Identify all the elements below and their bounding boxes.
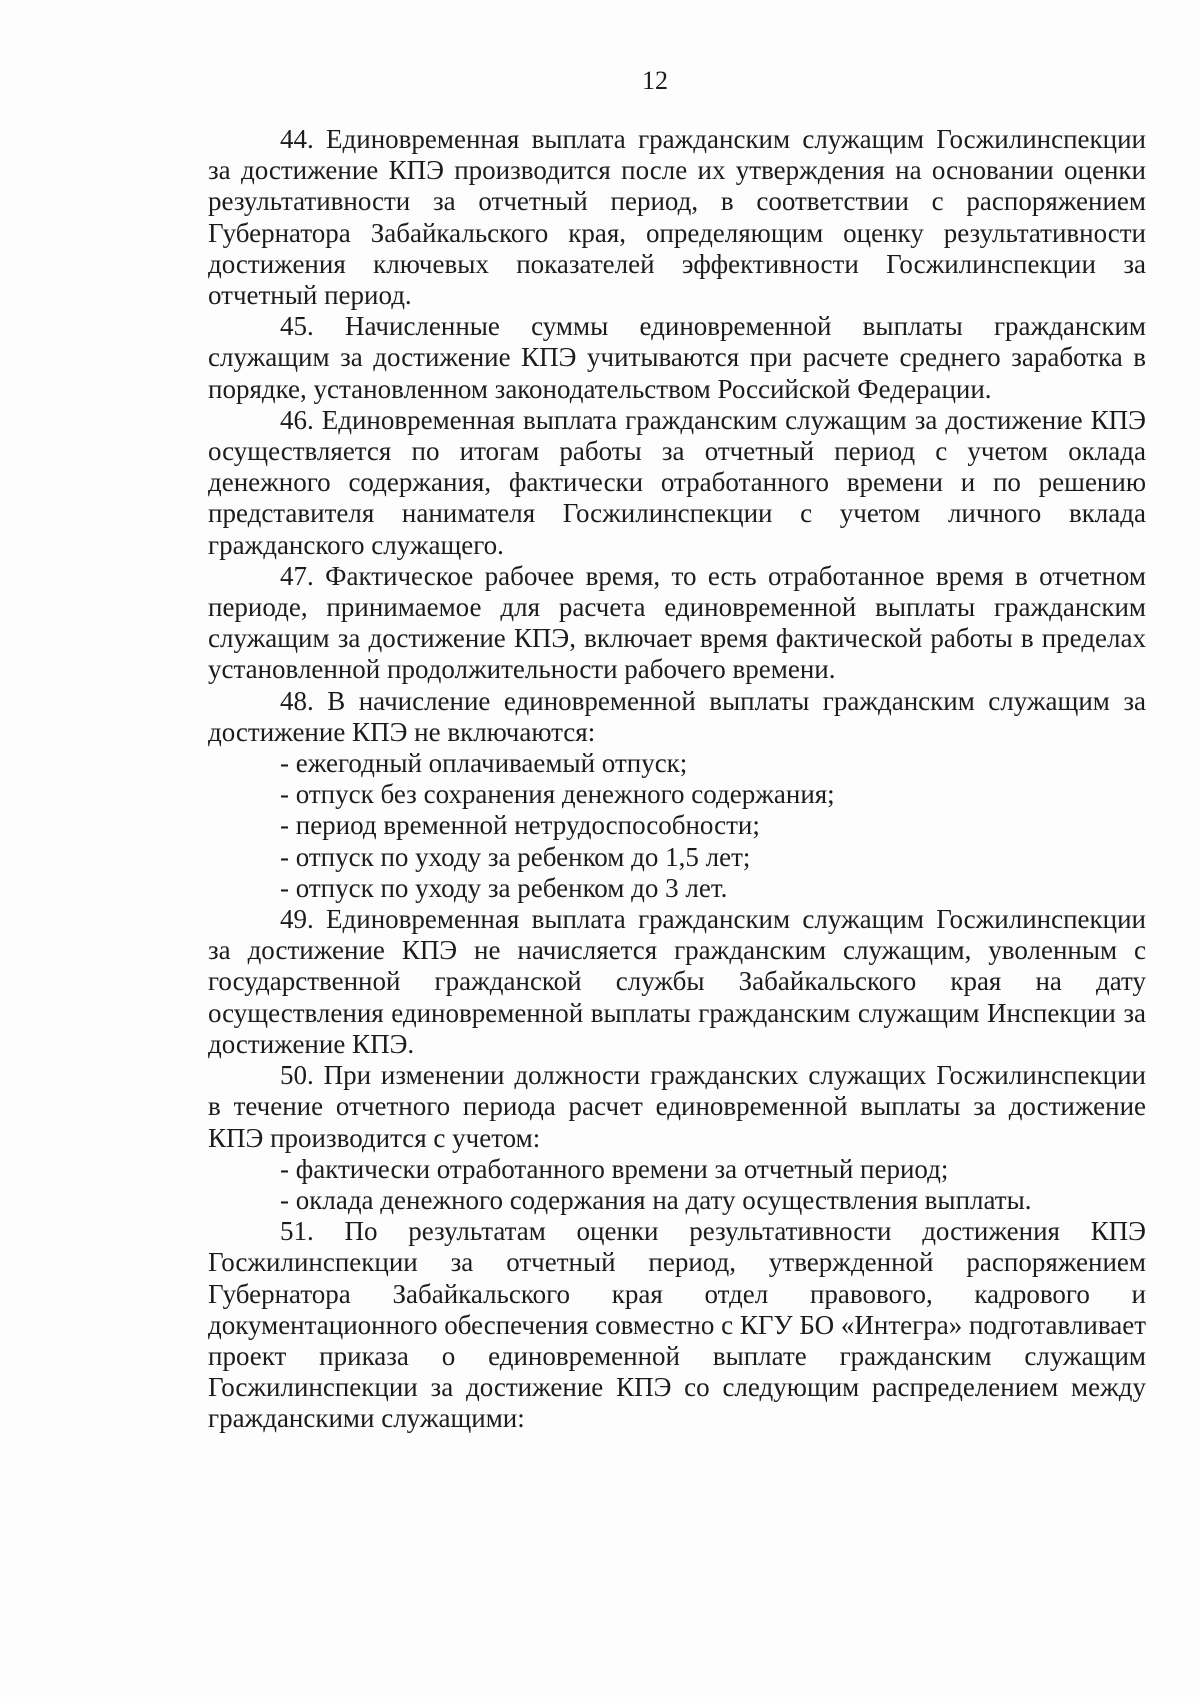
paragraph-46: 46. Единовременная выплата гражданским служащим за достижение КПЭ осуществляется по итогам работы за отчетный период с учетом оклада денежного содержания, фактически отработанного времени и по решению представителя нанимателя Госжилинспекции с учетом личного вклада гражданского служащего.: [208, 404, 1146, 560]
paragraph-44: 44. Единовременная выплата гражданским служащим Госжилинспекции за достижение КПЭ производится после их утверждения на основании оценки результативности за отчетный период, в соответствии с распоряжением Губернатора Забайкальского края, определяющим оценку результативности достижения ключевых показателей эффективности Госжилинспекции за отчетный период.: [208, 124, 1146, 311]
list-item: - отпуск по уходу за ребенком до 3 лет.: [280, 872, 728, 903]
list-item: - ежегодный оплачиваемый отпуск;: [280, 748, 688, 779]
paragraph-45: 45. Начисленные суммы единовременной выплаты гражданским служащим за достижение КПЭ учитываются при расчете среднего заработка в порядке, установленном законодательством Российской Федерации.: [208, 311, 1146, 404]
paragraph-50: 50. При изменении должности гражданских служащих Госжилинспекции в течение отчетного периода расчет единовременной выплаты за достижение КПЭ производится с учетом:: [208, 1060, 1146, 1153]
list-item: - оклада денежного содержания на дату осуществления выплаты.: [280, 1184, 1032, 1215]
list-item: - отпуск по уходу за ребенком до 1,5 лет;: [280, 841, 751, 872]
paragraph-47: 47. Фактическое рабочее время, то есть отработанное время в отчетном периоде, принимаемое для расчета единовременной выплаты гражданским служащим за достижение КПЭ, включает время фактической работы в пределах установленной продолжительности рабочего времени.: [208, 560, 1146, 685]
page-number: 12: [642, 66, 668, 95]
paragraph-49: 49. Единовременная выплата гражданским служащим Госжилинспекции за достижение КПЭ не начисляется гражданским служащим, уволенным с государственной гражданской службы Забайкальского края на дату осуществления единовременной выплаты гражданским служащим Инспекции за достижение КПЭ.: [208, 904, 1146, 1059]
list-item: - период временной нетрудоспособности;: [280, 810, 760, 841]
paragraph-48: 48. В начисление единовременной выплаты гражданским служащим за достижение КПЭ не включаются:: [208, 685, 1146, 747]
calculation-list: [208, 1154, 1146, 1216]
paragraph-51: 51. По результатам оценки результативности достижения КПЭ Госжилинспекции за отчетный период, утвержденной распоряжением Губернатора Забайкальского края отдел правового, кадрового и документационного обеспечения совместно с КГУ БО «Интегра» подготавливает проект приказа о единовременной выплате гражданским служащим Госжилинспекции за достижение КПЭ со следующим распределением между гражданскими служащими:: [208, 1216, 1146, 1434]
list-item: - фактически отработанного времени за отчетный период;: [280, 1153, 949, 1184]
document-body: [208, 124, 1146, 1435]
list-item: - отпуск без сохранения денежного содержания;: [280, 779, 835, 810]
exclusion-list: [208, 748, 1146, 904]
